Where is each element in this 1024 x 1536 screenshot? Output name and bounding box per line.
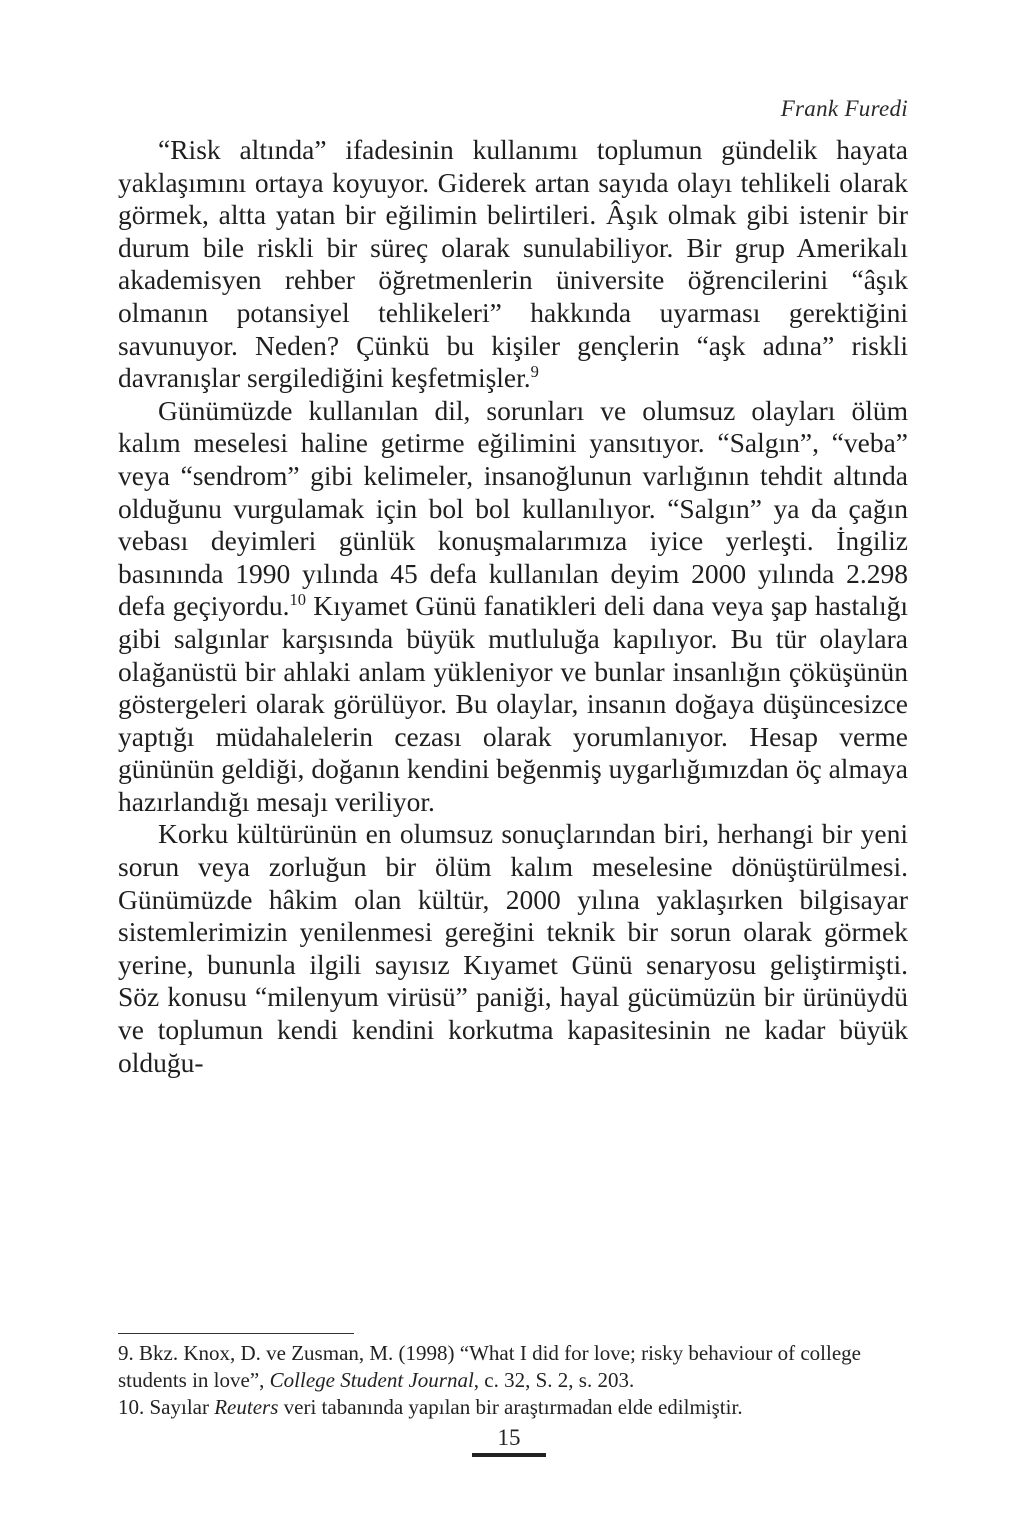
page-number: 15	[497, 1425, 521, 1450]
footnote-ref: 10	[289, 590, 306, 610]
running-header: Frank Furedi	[780, 96, 908, 121]
paragraph	[118, 134, 908, 395]
footnote-journal-title: College Student Journal	[269, 1368, 474, 1392]
paragraph-text: Günümüzde kullanılan dil, sorunları ve olumsuz olayları ölüm kalım meselesi haline getirme eğilimini yansıtıyor. “Salgın”, “veba” veya “sendrom” gibi kelimeler, insanoğlunun varlığının tehdit altında olduğunu vurgulamak için bol bol kullanılıyor. “Salgın” ya da çağın vebası deyimleri günlük konuşmalarımıza iyice yerleşti. İngiliz basınında 1990 yılında 45 defa kullanılan deyim 2000 yılında 2.298 defa geçiyordu.	[118, 394, 908, 622]
paragraph	[118, 818, 908, 1079]
footnote-ref: 9	[530, 362, 539, 381]
footnote-10	[118, 1394, 908, 1421]
footnote-text: 10. Sayılar	[118, 1395, 215, 1419]
footnote-divider	[118, 1333, 354, 1334]
footnote-source-name: Reuters	[214, 1395, 279, 1419]
footnote-9	[118, 1340, 908, 1394]
page-footer	[472, 1425, 546, 1451]
paragraph-text: Kıyamet Günü fanatikleri deli dana veya şap hastalığı gibi salgınlar karşısında büyük mutluluğa kapılıyor. Bu tür olaylara olağanüstü bir ahlaki anlam yükleniyor ve bunlar insanlığın çöküşünün göstergeleri olarak görülüyor. Bu olaylar, insanın doğaya düşüncesizce yaptığı müdahalelerin cezası olarak yorumlanıyor. Hesap verme gününün geldiği, doğanın kendini beğenmiş uygarlığımızdan öç almaya hazırlandığı mesajı veriliyor.	[118, 590, 908, 817]
footnotes	[118, 1340, 908, 1421]
paragraph-text: Korku kültürünün en olumsuz sonuçlarından biri, herhangi bir yeni sorun veya zorluğun bir ölüm kalım meselesine dönüştürülmesi. Günümüzde hâkim olan kültür, 2000 yılına yaklaşırken bilgisayar sistemlerimizin yenilenmesi gereğini teknik bir sorun olarak görmek yerine, bununla ilgili sayısız Kıyamet Günü senaryosu geliştirmişti. Söz konusu “milenyum virüsü” paniği, hayal gücümüzün bir ürünüydü ve toplumun kendi kendini korkutma kapasitesinin ne kadar büyük olduğu-	[118, 818, 908, 1078]
main-text	[118, 134, 908, 1079]
footnote-text: veri tabanında yapılan bir araştırmadan elde edilmiştir.	[278, 1395, 743, 1419]
footnote-text: , c. 32, S. 2, s. 203.	[473, 1368, 635, 1392]
page-number-underline	[472, 1453, 546, 1457]
paragraph	[118, 395, 908, 819]
footnote-text: 9. Bkz. Knox, D. ve Zusman, M. (1998) “What I did for love; risky behaviour of college students in love”,	[118, 1341, 861, 1392]
paragraph-text: “Risk altında” ifadesinin kullanımı toplumun gündelik hayata yaklaşımını ortaya koyuyor. Giderek artan sayıda olayı tehlikeli olarak görmek, altta yatan bir eğilimin belirtileri. Âşık olmak gibi istenir bir durum bile riskli bir süreç olarak sunulabiliyor. Bir grup Amerikalı akademisyen rehber öğretmenlerin üniversite öğrencilerini “âşık olmanın potansiyel tehlikeleri” hakkında uyarması gerektiğini savunuyor. Neden? Çünkü bu kişiler gençlerin “aşk adına” riskli davranışlar sergilediğini keşfetmişler.	[118, 134, 908, 394]
